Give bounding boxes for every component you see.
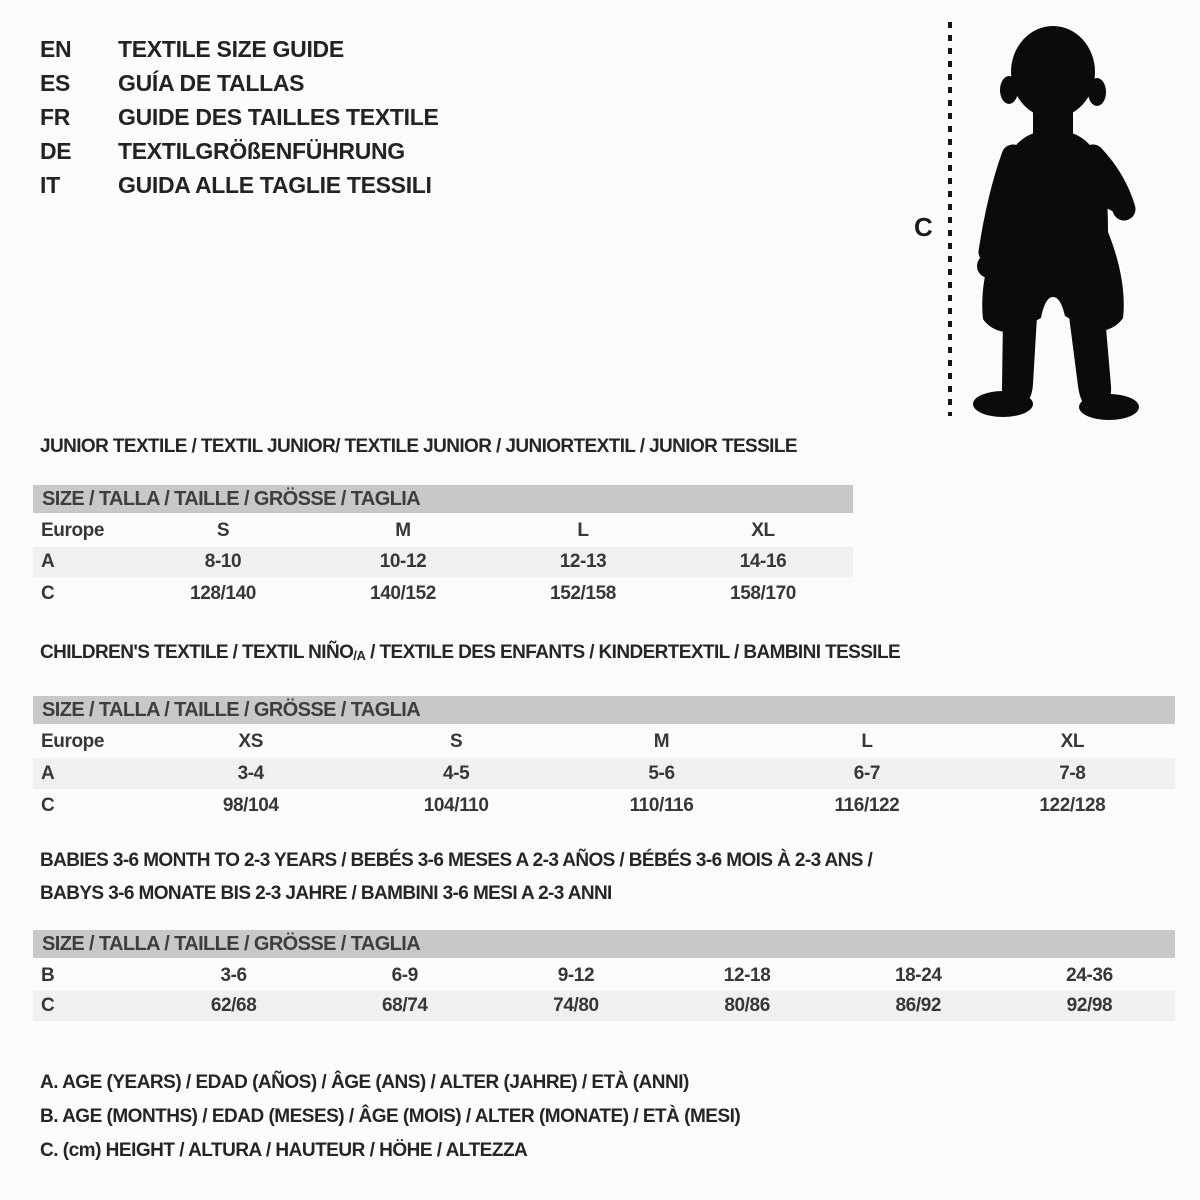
table-cell: 10-12: [379, 551, 427, 572]
title-sub-text: /A: [353, 648, 366, 663]
row-label: C: [41, 995, 55, 1016]
table-cell: 6-7: [853, 762, 881, 784]
row-label: A: [41, 762, 55, 784]
language-line: [40, 66, 439, 100]
column-header: M: [395, 520, 411, 541]
language-title: GUÍA DE TALLAS: [118, 70, 305, 96]
table-cell: 104/110: [423, 794, 489, 816]
section-junior: [33, 437, 853, 610]
table-cell: 80/86: [724, 995, 770, 1016]
table-cell: 9-12: [557, 964, 595, 986]
table-cell: 6-9: [391, 964, 418, 986]
section-title-babies-line2: BABYS 3-6 MONATE BIS 2-3 JAHRE / BAMBINI 3-6 MESI A 2-3 ANNI: [40, 883, 612, 904]
column-header: Europe: [41, 731, 105, 752]
table-cell: 116/122: [834, 794, 900, 816]
table-row: [33, 991, 1175, 1021]
table-cell: 4-5: [442, 762, 470, 784]
table-cell: 3-4: [237, 762, 264, 784]
row-label: C: [41, 794, 55, 816]
table-row: [33, 960, 1175, 991]
language-title: TEXTILE SIZE GUIDE: [118, 36, 344, 62]
measure-label-c: C: [914, 212, 933, 242]
language-title: GUIDA ALLE TAGLIE TESSILI: [118, 172, 432, 198]
column-header: M: [653, 731, 670, 752]
size-header-bar: SIZE / TALLA / TAILLE / GRÖSSE / TAGLIA: [33, 485, 853, 513]
legend-line-b: B. AGE (MONTHS) / EDAD (MESES) / ÂGE (MOIS) / ALTER (MONATE) / ETÀ (MESI): [40, 1106, 741, 1127]
table-row: [33, 789, 1175, 822]
table-cell: 152/158: [550, 582, 616, 604]
language-line: [40, 32, 439, 66]
table-cell: 8-10: [204, 551, 242, 572]
table-cell: 24-36: [1066, 964, 1113, 986]
table-cell: 3-6: [220, 964, 247, 986]
table-row: [33, 577, 853, 610]
language-line: [40, 134, 439, 168]
section-babies: [33, 851, 1175, 1021]
height-measure-dashed-line: [948, 22, 952, 416]
table-header-row: [33, 726, 1175, 758]
legend: [40, 1066, 740, 1168]
size-header-bar: SIZE / TALLA / TAILLE / GRÖSSE / TAGLIA: [33, 696, 1175, 724]
row-label: B: [41, 964, 55, 986]
section-title-babies-line1: BABIES 3-6 MONTH TO 2-3 YEARS / BEBÉS 3-6 MESES A 2-3 AÑOS / BÉBÉS 3-6 MOIS À 2-3 ANS /: [40, 850, 873, 871]
language-code: EN: [40, 36, 72, 62]
size-header-bar: SIZE / TALLA / TAILLE / GRÖSSE / TAGLIA: [33, 930, 1175, 958]
table-cell: 62/68: [210, 995, 257, 1016]
table-cell: 14-16: [739, 551, 787, 572]
section-children: [33, 643, 1175, 822]
column-header: Europe: [41, 520, 105, 541]
row-label: A: [41, 551, 55, 572]
table-cell: 74/80: [553, 995, 599, 1016]
language-line: [40, 168, 439, 202]
language-code: DE: [40, 138, 72, 164]
language-title: GUIDE DES TAILLES TEXTILE: [118, 104, 439, 130]
column-header: L: [861, 731, 873, 752]
table-cell: 128/140: [190, 582, 256, 604]
legend-line-c: C. (cm) HEIGHT / ALTURA / HAUTEUR / HÖHE / ALTEZZA: [40, 1140, 528, 1161]
table-cell: 5-6: [648, 762, 675, 784]
table-cell: 7-8: [1059, 762, 1086, 784]
table-cell: 92/98: [1066, 995, 1113, 1016]
table-cell: 122/128: [1039, 794, 1106, 816]
language-code: IT: [40, 172, 60, 198]
table-row: [33, 758, 1175, 789]
table-cell: 12-18: [723, 964, 771, 986]
column-header: XS: [238, 731, 263, 752]
column-header: XL: [1060, 731, 1085, 752]
column-header: S: [216, 520, 230, 541]
column-header: XL: [751, 520, 775, 541]
row-label: C: [41, 582, 55, 604]
title-text: / TEXTILE DES ENFANTS / KINDERTEXTIL / BAMBINI TESSILE: [365, 642, 901, 663]
table-cell: 110/116: [629, 794, 694, 816]
toddler-silhouette-icon: [963, 24, 1143, 422]
table-row: [33, 547, 853, 577]
table-cell: 12-13: [559, 551, 607, 572]
table-header-row: [33, 515, 853, 547]
table-cell: 68/74: [381, 995, 428, 1016]
language-line: [40, 100, 439, 134]
language-title: TEXTILGRÖßENFÜHRUNG: [118, 138, 405, 164]
column-header: L: [577, 520, 589, 541]
section-title-children: [33, 643, 1175, 666]
language-header: [40, 32, 439, 202]
language-code: FR: [40, 104, 71, 130]
table-cell: 86/92: [895, 995, 942, 1016]
table-cell: 98/104: [222, 794, 279, 816]
column-header: S: [449, 731, 463, 752]
section-title-junior: JUNIOR TEXTILE / TEXTIL JUNIOR/ TEXTILE JUNIOR / JUNIORTEXTIL / JUNIOR TESSILE: [40, 436, 797, 457]
language-code: ES: [40, 70, 71, 96]
table-cell: 18-24: [894, 964, 942, 986]
legend-line-a: A. AGE (YEARS) / EDAD (AÑOS) / ÂGE (ANS) / ALTER (JAHRE) / ETÀ (ANNI): [40, 1072, 689, 1093]
table-cell: 140/152: [370, 582, 436, 604]
table-cell: 158/170: [730, 582, 796, 604]
title-text: CHILDREN'S TEXTILE / TEXTIL NIÑO: [40, 642, 354, 663]
